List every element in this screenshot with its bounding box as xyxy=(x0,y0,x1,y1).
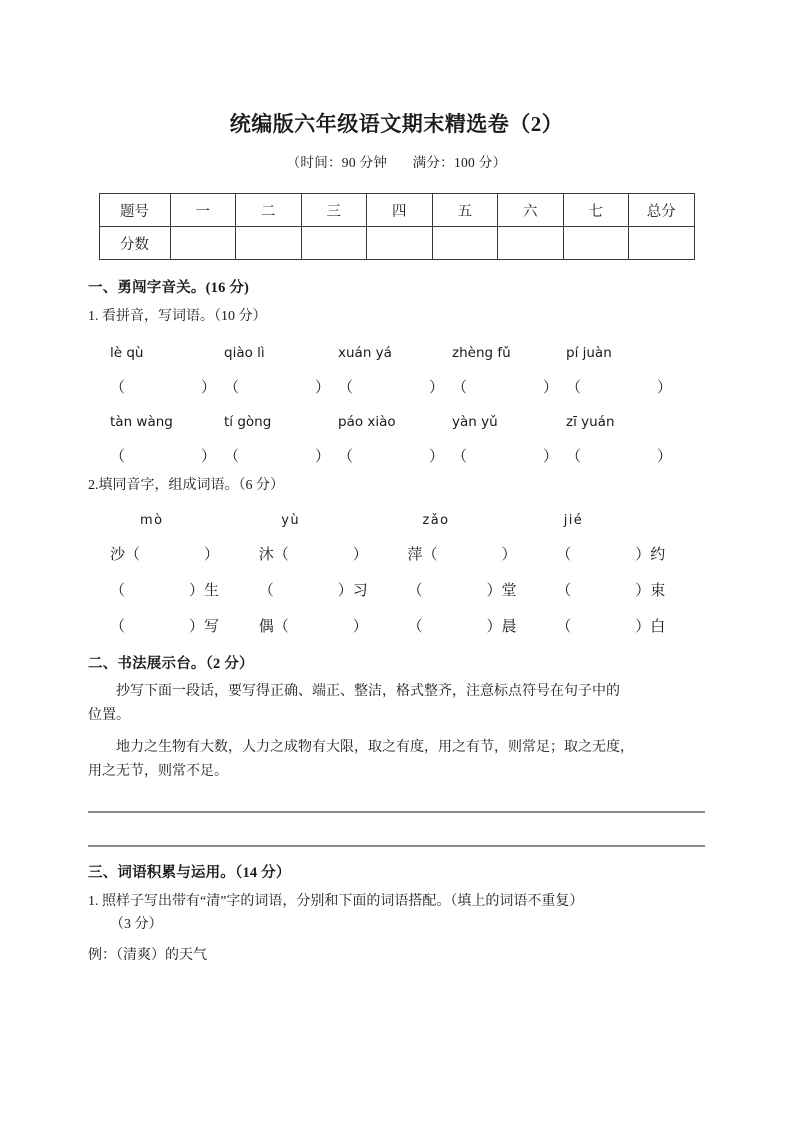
pinyin-word: pí juàn xyxy=(566,344,612,361)
score-input-2[interactable] xyxy=(236,227,302,260)
homophone-prefix: 萍（ xyxy=(407,546,438,563)
homophone-blank[interactable] xyxy=(556,615,705,636)
pinyin-word: qiào lì xyxy=(224,344,265,361)
handwriting-line-2[interactable] xyxy=(88,845,705,847)
homophone-row-2 xyxy=(88,579,705,600)
section-heading-1: 一、勇闯字音关。(16 分) xyxy=(88,280,250,297)
answer-blank[interactable] xyxy=(224,376,338,397)
bracket-open: （ xyxy=(110,448,126,465)
homophone-blank[interactable] xyxy=(408,615,557,636)
pinyin-row-2 xyxy=(88,414,705,430)
bracket-close: ） xyxy=(201,448,217,465)
homophone-prefix: （ xyxy=(407,582,423,599)
homophone-suffix: ）生 xyxy=(189,582,220,599)
bracket-close: ） xyxy=(657,448,673,465)
page-title: 统编版六年级语文期末精选卷（2） xyxy=(229,112,564,136)
score-cell-6: 六 xyxy=(498,194,564,227)
homophone-prefix: （ xyxy=(258,582,274,599)
homophone-suffix: ） xyxy=(501,546,517,563)
homophone-suffix: ）习 xyxy=(337,582,368,599)
homophone-blank[interactable] xyxy=(556,543,705,564)
homophone-row-1 xyxy=(88,543,705,564)
section-heading-3: 三、词语积累与运用。（14 分） xyxy=(88,864,291,881)
homophone-blank[interactable] xyxy=(259,543,408,564)
question-1-2-prompt: 2.填同音字，组成词语。（6 分） xyxy=(88,477,284,493)
answer-blank[interactable] xyxy=(338,376,452,397)
homophone-suffix: ） xyxy=(204,546,220,563)
score-table-row-label: 分数 xyxy=(99,227,170,260)
exam-time: （时间：90 分钟 xyxy=(286,155,388,171)
bracket-open: （ xyxy=(566,448,582,465)
answer-blank[interactable] xyxy=(566,445,680,466)
bracket-close: ） xyxy=(315,379,331,396)
homophone-suffix: ）白 xyxy=(635,618,666,635)
homophone-pinyin: yù xyxy=(281,512,300,528)
bracket-close: ） xyxy=(543,448,559,465)
homophone-prefix: （ xyxy=(110,618,126,635)
exam-total-score: 满分：100 分） xyxy=(412,155,507,171)
homophone-suffix: ）约 xyxy=(635,546,666,563)
bracket-close: ） xyxy=(429,448,445,465)
homophone-suffix: ） xyxy=(352,546,368,563)
score-input-3[interactable] xyxy=(301,227,367,260)
bracket-open: （ xyxy=(338,448,354,465)
answer-blank[interactable] xyxy=(338,445,452,466)
homophone-blank[interactable] xyxy=(408,579,557,600)
homophone-pinyin: mò xyxy=(140,512,164,528)
table-row xyxy=(99,194,694,227)
bracket-open: （ xyxy=(110,379,126,396)
homophone-blank[interactable] xyxy=(110,615,259,636)
score-table xyxy=(99,193,695,260)
score-cell-4: 四 xyxy=(367,194,433,227)
homophone-prefix: （ xyxy=(110,582,126,599)
page-content xyxy=(88,0,705,967)
homophone-prefix: （ xyxy=(556,546,572,563)
question-3-1-line2: （3 分） xyxy=(110,917,163,933)
section-2-instruction-line1: 抄写下面一段话，要写得正确、端正、整洁，格式整齐，注意标点符号在句子中的 xyxy=(116,683,620,699)
answer-blank[interactable] xyxy=(452,376,566,397)
section-heading-2: 二、书法展示台。（2 分） xyxy=(88,655,254,672)
bracket-close: ） xyxy=(315,448,331,465)
pinyin-row-1 xyxy=(88,345,705,361)
score-cell-3: 三 xyxy=(301,194,367,227)
homophone-pinyin: jié xyxy=(563,512,584,528)
score-table-row-label: 题号 xyxy=(99,194,170,227)
pinyin-word: yàn yǔ xyxy=(452,413,498,430)
answer-bracket-row-1 xyxy=(88,376,705,397)
homophone-blank[interactable] xyxy=(110,543,259,564)
pinyin-word: zhèng fǔ xyxy=(452,344,511,361)
homophone-prefix: （ xyxy=(407,618,423,635)
bracket-open: （ xyxy=(224,448,240,465)
score-input-6[interactable] xyxy=(498,227,564,260)
pinyin-word: tí gòng xyxy=(224,413,272,430)
bracket-close: ） xyxy=(201,379,217,396)
section-2-quote-line2: 用之无节，则常不足。 xyxy=(88,764,228,780)
pinyin-word: páo xiào xyxy=(338,413,396,430)
answer-blank[interactable] xyxy=(566,376,680,397)
answer-blank[interactable] xyxy=(110,445,224,466)
answer-blank[interactable] xyxy=(224,445,338,466)
question-3-1-line1: 1. 照样子写出带有“清”字的词语，分别和下面的词语搭配。（填上的词语不重复） xyxy=(88,893,584,909)
homophone-blank[interactable] xyxy=(408,543,557,564)
answer-blank[interactable] xyxy=(110,376,224,397)
homophone-prefix: 沙（ xyxy=(110,546,141,563)
bracket-open: （ xyxy=(566,379,582,396)
pinyin-word: lè qù xyxy=(110,344,144,361)
question-3-1-example: 例：（清爽）的天气 xyxy=(88,947,207,963)
score-cell-total: 总分 xyxy=(629,194,695,227)
homophone-blank[interactable] xyxy=(556,579,705,600)
homophone-blank[interactable] xyxy=(259,615,408,636)
score-input-4[interactable] xyxy=(367,227,433,260)
score-input-total[interactable] xyxy=(629,227,695,260)
score-cell-1: 一 xyxy=(170,194,236,227)
homophone-suffix: ）束 xyxy=(635,582,666,599)
score-input-5[interactable] xyxy=(432,227,498,260)
homophone-suffix: ）写 xyxy=(189,618,220,635)
section-2-quote-line1: 地力之生物有大数，人力之成物有大限，取之有度，用之有节，则常足；取之无度， xyxy=(116,739,634,755)
homophone-pinyin-header xyxy=(88,513,705,528)
score-input-7[interactable] xyxy=(563,227,629,260)
handwriting-line-1[interactable] xyxy=(88,811,705,813)
score-input-1[interactable] xyxy=(170,227,236,260)
homophone-suffix: ）晨 xyxy=(486,618,517,635)
homophone-prefix: （ xyxy=(556,582,572,599)
pinyin-word: xuán yá xyxy=(338,344,392,361)
question-1-1-prompt: 1. 看拼音，写词语。（10 分） xyxy=(88,309,267,325)
bracket-open: （ xyxy=(452,448,468,465)
bracket-close: ） xyxy=(657,379,673,396)
homophone-blank[interactable] xyxy=(259,579,408,600)
score-cell-7: 七 xyxy=(563,194,629,227)
bracket-close: ） xyxy=(429,379,445,396)
score-table-wrapper xyxy=(88,193,705,260)
section-2-instruction-line2: 位置。 xyxy=(88,708,130,724)
homophone-prefix: （ xyxy=(556,618,572,635)
homophone-prefix: 沐（ xyxy=(258,546,289,563)
homophone-suffix: ） xyxy=(352,618,368,635)
bracket-open: （ xyxy=(338,379,354,396)
homophone-suffix: ）堂 xyxy=(486,582,517,599)
homophone-row-3 xyxy=(88,615,705,636)
exam-meta xyxy=(88,151,705,171)
pinyin-word: tàn wàng xyxy=(110,413,173,430)
pinyin-word: zī yuán xyxy=(566,413,615,430)
table-row xyxy=(99,227,694,260)
answer-blank[interactable] xyxy=(452,445,566,466)
homophone-prefix: 偶（ xyxy=(258,618,289,635)
score-cell-5: 五 xyxy=(432,194,498,227)
homophone-blank[interactable] xyxy=(110,579,259,600)
bracket-close: ） xyxy=(543,379,559,396)
bracket-open: （ xyxy=(452,379,468,396)
answer-bracket-row-2 xyxy=(88,445,705,466)
homophone-pinyin: zǎo xyxy=(422,512,450,528)
bracket-open: （ xyxy=(224,379,240,396)
score-cell-2: 二 xyxy=(236,194,302,227)
